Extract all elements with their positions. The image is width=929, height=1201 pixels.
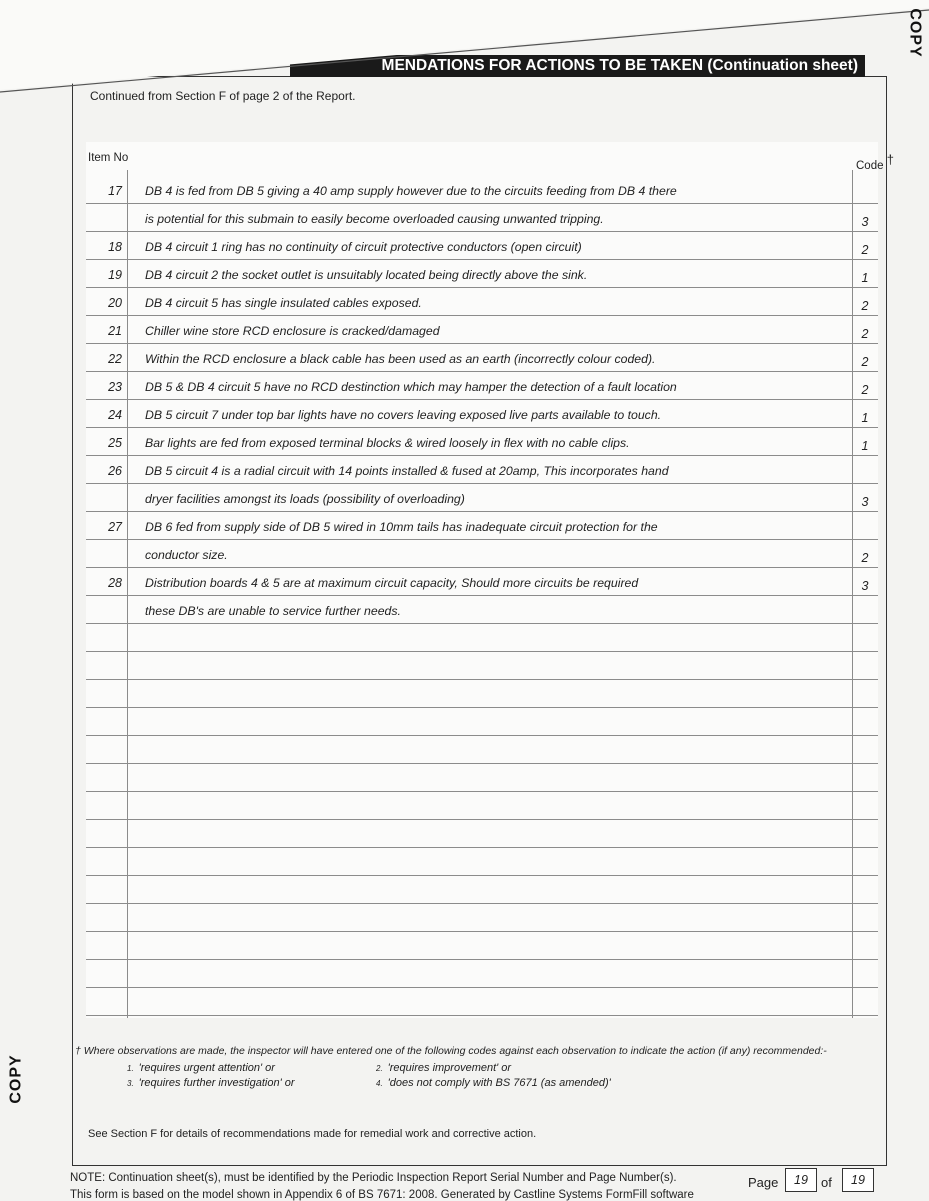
observation-code: 2: [861, 327, 869, 341]
item-number: 19: [108, 268, 122, 282]
table-rule: [86, 931, 878, 932]
observation-code: 1: [861, 411, 869, 425]
observation-text: DB 6 fed from supply side of DB 5 wired in 10mm tails has inadequate circuit protection for the: [145, 520, 658, 534]
item-number: 25: [108, 436, 122, 450]
legend-number: 2.: [376, 1064, 383, 1073]
legend-item-3: [127, 1077, 295, 1089]
table-rule: [86, 595, 878, 596]
observation-code: 2: [861, 299, 869, 313]
code-header-label: Code: [856, 159, 884, 172]
observation-text: DB 5 & DB 4 circuit 5 have no RCD destinction which may hamper the detection of a fault location: [145, 380, 677, 394]
legend-number: 3.: [127, 1079, 134, 1088]
table-rule: [86, 483, 878, 484]
legend-item-1: [127, 1062, 275, 1074]
table-rule: [86, 511, 878, 512]
form-basis-note: This form is based on the model shown in Appendix 6 of BS 7671: 2008. Generated by Castline Systems FormFill software: [70, 1189, 694, 1201]
observation-text: DB 5 circuit 7 under top bar lights have no covers leaving exposed live parts available to touch.: [145, 408, 662, 422]
item-number: 28: [108, 576, 122, 590]
legend-text: 'requires further investigation' or: [138, 1077, 295, 1089]
item-number: 21: [108, 324, 122, 338]
of-label: of: [821, 1175, 832, 1190]
observation-code: 2: [861, 551, 869, 565]
item-number: 23: [108, 380, 122, 394]
table-rule: [86, 987, 878, 988]
table-rule: [86, 399, 878, 400]
legend-number: 1.: [127, 1064, 134, 1073]
table-rule: [86, 315, 878, 316]
table-rule: [86, 959, 878, 960]
observation-code: 2: [861, 243, 869, 257]
table-rule: [86, 847, 878, 848]
continued-from-text: Continued from Section F of page 2 of the Report.: [90, 89, 356, 103]
form-title: MENDATIONS FOR ACTIONS TO BE TAKEN (Continuation sheet): [290, 55, 865, 77]
page-total-box: 19: [842, 1168, 874, 1192]
item-number: 27: [108, 520, 122, 534]
observation-code: 3: [861, 495, 869, 509]
copy-mark-right: COPY: [906, 8, 924, 58]
table-rule: [86, 791, 878, 792]
legend-item-2: [376, 1062, 511, 1074]
observation-text: DB 4 circuit 1 ring has no continuity of circuit protective conductors (open circuit): [145, 240, 582, 254]
table-rule: [86, 875, 878, 876]
code-footnote: † Where observations are made, the inspector will have entered one of the following codes against each observation to indicate the action (if any) recommended:-: [75, 1045, 827, 1057]
item-number: 18: [108, 240, 122, 254]
table-rule: [86, 819, 878, 820]
table-rule: [86, 259, 878, 260]
see-section-note: See Section F for details of recommendations made for remedial work and corrective action.: [88, 1128, 537, 1140]
table-rule: [86, 623, 878, 624]
table-rule: [86, 539, 878, 540]
legend-item-4: [376, 1077, 611, 1089]
observation-text: DB 4 is fed from DB 5 giving a 40 amp supply however due to the circuits feeding from DB 4 there: [145, 184, 677, 198]
observation-code: 1: [861, 439, 869, 453]
table-rule: [86, 651, 878, 652]
observation-code: 3: [861, 215, 869, 229]
table-rule: [86, 287, 878, 288]
page-label: Page: [748, 1175, 779, 1190]
table-rule: [86, 735, 878, 736]
table-rule: [86, 567, 878, 568]
observation-text: these DB's are unable to service further needs.: [145, 604, 401, 618]
code-header: [856, 152, 894, 172]
table-rule: [86, 763, 878, 764]
item-number: 22: [108, 352, 122, 366]
item-number: 26: [108, 464, 122, 478]
table-rule: [86, 903, 878, 904]
item-number: 20: [108, 296, 122, 310]
table-rule: [86, 707, 878, 708]
table-rule: [86, 427, 878, 428]
observation-text: DB 5 circuit 4 is a radial circuit with 14 points installed & fused at 20amp, This incorporates hand: [145, 464, 669, 478]
legend-text: 'does not comply with BS 7671 (as amended)': [387, 1077, 611, 1089]
table-rule: [86, 679, 878, 680]
legend-text: 'requires improvement' or: [387, 1062, 512, 1074]
observation-text: is potential for this submain to easily become overloaded causing unwanted tripping.: [145, 212, 604, 226]
observation-text: Chiller wine store RCD enclosure is cracked/damaged: [145, 324, 440, 338]
observation-code: 2: [861, 355, 869, 369]
item-number: 17: [108, 184, 122, 198]
item-no-header: Item No: [88, 152, 129, 164]
table-rule: [86, 455, 878, 456]
continuation-note: NOTE: Continuation sheet(s), must be identified by the Periodic Inspection Report Serial Number and Page Number(s).: [70, 1172, 677, 1184]
observation-text: Distribution boards 4 & 5 are at maximum circuit capacity, Should more circuits be required: [145, 576, 639, 590]
item-number: 24: [108, 408, 122, 422]
table-rule: [86, 1015, 878, 1016]
page-number-box: 19: [785, 1168, 817, 1192]
table-rule: [86, 231, 878, 232]
legend-number: 4.: [376, 1079, 383, 1088]
table-rule: [86, 371, 878, 372]
observation-text: Within the RCD enclosure a black cable has been used as an earth (incorrectly colour coded).: [145, 352, 656, 366]
observation-text: Bar lights are fed from exposed terminal blocks & wired loosely in flex with no cable clips.: [145, 436, 630, 450]
table-column-divider: [127, 170, 128, 1018]
observation-text: DB 4 circuit 5 has single insulated cables exposed.: [145, 296, 422, 310]
observation-text: dryer facilities amongst its loads (possibility of overloading): [145, 492, 465, 506]
table-column-divider: [852, 170, 853, 1018]
observation-code: 3: [861, 579, 869, 593]
observation-text: conductor size.: [145, 548, 228, 562]
table-rule: [86, 203, 878, 204]
observation-code: 2: [861, 383, 869, 397]
legend-text: 'requires urgent attention' or: [138, 1062, 275, 1074]
observation-text: DB 4 circuit 2 the socket outlet is unsuitably located being directly above the sink.: [145, 268, 588, 282]
dagger-mark: †: [886, 152, 894, 167]
copy-mark-left: COPY: [7, 1054, 25, 1104]
observation-code: 1: [861, 271, 869, 285]
table-rule: [86, 343, 878, 344]
